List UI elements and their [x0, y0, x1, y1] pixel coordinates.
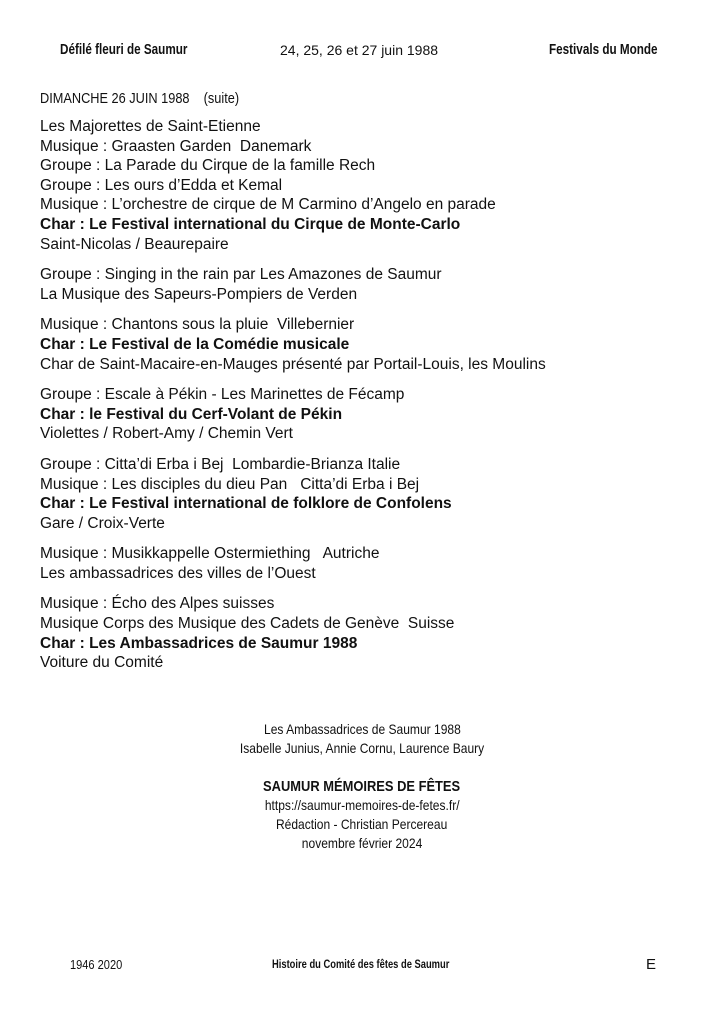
program-block	[40, 594, 700, 672]
program-line: Voiture du Comité	[40, 654, 164, 672]
ambassadrices-title	[0, 720, 724, 739]
program-line-char: Char : Le Festival international du Cirque de Monte-Carlo	[40, 215, 461, 233]
program-line: Groupe : Escale à Pékin - Les Marinettes de Fécamp	[40, 386, 405, 404]
footer-years	[70, 957, 131, 972]
footer-page-letter: E	[646, 956, 657, 973]
program-block	[40, 455, 700, 533]
program-line: Musique : Chantons sous la pluie Villebernier	[40, 316, 355, 334]
site-title-text: SAUMUR MÉMOIRES DE FÊTES	[263, 778, 461, 795]
program-line-char: Char : Le Festival de la Comédie musicale	[40, 335, 350, 353]
header-right-title	[549, 41, 688, 58]
program-block	[40, 544, 700, 583]
parade-program	[40, 117, 700, 684]
site-url[interactable]	[0, 796, 724, 815]
footer-title	[272, 957, 499, 971]
header-dates: 24, 25, 26 et 27 juin 1988	[280, 42, 439, 58]
program-line-char: Char : le Festival du Cerf-Volant de Pékin	[40, 405, 343, 423]
program-line: Musique : Graasten Garden Danemark	[40, 137, 312, 155]
program-line: Violettes / Robert-Amy / Chemin Vert	[40, 425, 293, 443]
program-line: Gare / Croix-Verte	[40, 514, 165, 532]
program-line: Groupe : Les ours d’Edda et Kemal	[40, 176, 283, 194]
program-line-char: Char : Les Ambassadrices de Saumur 1988	[40, 634, 358, 652]
program-line: La Musique des Sapeurs-Pompiers de Verden	[40, 285, 358, 303]
program-line: Musique : Écho des Alpes suisses	[40, 595, 275, 613]
program-block	[40, 265, 700, 304]
program-line: Groupe : Citta’di Erba i Bej Lombardie-Brianza Italie	[40, 455, 401, 473]
program-line: Les Majorettes de Saint-Etienne	[40, 118, 261, 135]
header-left-text: Défilé fleuri de Saumur	[60, 41, 188, 58]
publication-date-text: novembre février 2024	[301, 835, 423, 851]
program-line: Groupe : La Parade du Cirque de la famille Rech	[40, 157, 376, 175]
program-line: Musique : L’orchestre de cirque de M Carmino d’Angelo en parade	[40, 196, 496, 214]
header-right-text: Festivals du Monde	[549, 41, 658, 58]
ambassadrices-names	[0, 739, 724, 758]
program-line: Saint-Nicolas / Beaurepaire	[40, 235, 229, 253]
site-url-text[interactable]: https://saumur-memoires-de-fetes.fr/	[264, 797, 460, 813]
ambassadrices-names-text: Isabelle Junius, Annie Cornu, Laurence Baury	[239, 740, 485, 756]
program-line: Musique Corps des Musique des Cadets de Genève Suisse	[40, 615, 455, 633]
program-line: Musique : Les disciples du dieu Pan Citta’di Erba i Bej	[40, 475, 420, 493]
program-line: Groupe : Singing in the rain par Les Amazones de Saumur	[40, 266, 442, 284]
program-block	[40, 385, 700, 444]
footer-years-text: 1946 2020	[70, 957, 123, 972]
credits	[0, 720, 724, 853]
day-title-text: DIMANCHE 26 JUIN 1988 (suite)	[40, 90, 240, 107]
day-title	[40, 90, 274, 107]
program-line: Char de Saint-Macaire-en-Mauges présenté par Portail-Louis, les Moulins	[40, 355, 546, 373]
site-title	[0, 777, 724, 796]
program-line: Les ambassadrices des villes de l’Ouest	[40, 564, 316, 582]
footer-title-text: Histoire du Comité des fêtes de Saumur	[272, 957, 450, 971]
program-line: Musique : Musikkappelle Ostermiething Autriche	[40, 545, 380, 563]
publication-date	[0, 834, 724, 853]
program-line-char: Char : Le Festival international de folklore de Confolens	[40, 495, 452, 513]
program-block	[40, 117, 700, 254]
redaction	[0, 815, 724, 834]
redaction-text: Rédaction - Christian Percereau	[276, 816, 448, 832]
ambassadrices-title-text: Les Ambassadrices de Saumur 1988	[263, 721, 461, 737]
program-block	[40, 315, 700, 374]
header-left-title	[60, 41, 223, 58]
